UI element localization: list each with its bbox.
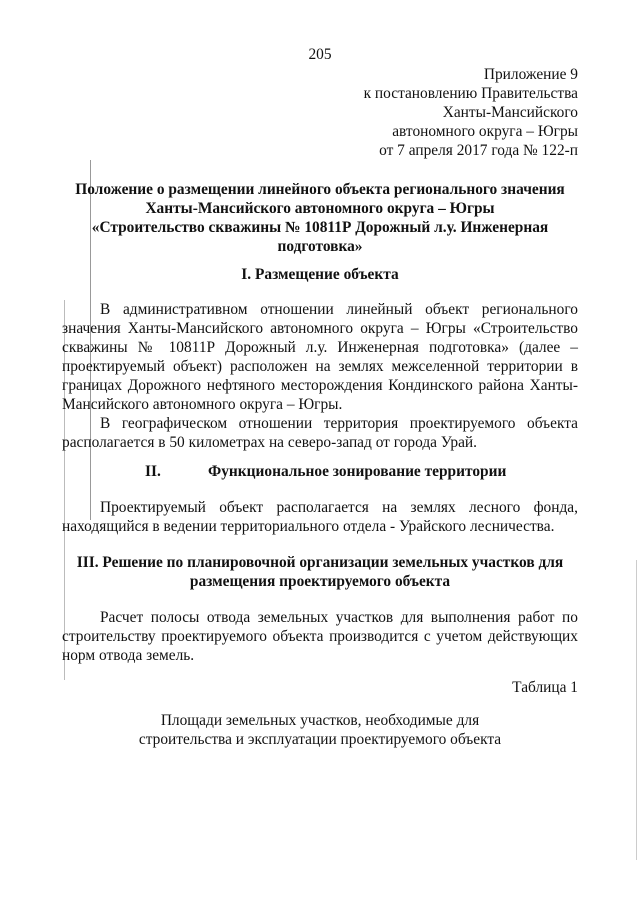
paragraph-line: норм отвода земель.	[62, 647, 195, 664]
document-title: Положение о размещении линейного объекта регионального значения	[75, 181, 565, 198]
table-label: Таблица 1	[512, 679, 578, 696]
document-title: Ханты-Мансийского автономного округа – Югры	[145, 200, 495, 217]
paragraph-line: Расчет полосы отвода земельных участков для выполнения работ по	[100, 609, 578, 626]
section-heading: III. Решение по планировочной организации земельных участков для	[76, 554, 564, 571]
scan-artifact-line	[636, 560, 637, 860]
table-caption: Площади земельных участков, необходимые для	[160, 712, 480, 729]
paragraph-line: значения Ханты-Мансийского автономного округа – Югры «Строительство	[62, 320, 578, 337]
document-title: «Строительство скважины № 10811Р Дорожный л.у. Инженерная	[91, 219, 549, 236]
paragraph-line: располагается в 50 километрах на северо-запад от города Урай.	[62, 434, 477, 451]
page-number: 205	[308, 46, 332, 63]
document-title: подготовка»	[277, 238, 363, 255]
section-number: II.	[145, 463, 161, 480]
paragraph-line: В географическом отношении территория проектируемого объекта	[100, 415, 578, 432]
appendix-line: к постановлению Правительства	[363, 85, 578, 102]
paragraph-line: проектируемый объект) расположен на землях межселенной территории в	[62, 358, 578, 375]
section-heading: размещения проектируемого объекта	[189, 573, 451, 590]
paragraph-line: В административном отношении линейный объект регионального	[100, 301, 578, 318]
paragraph-line: скважины № 10811Р Дорожный л.у. Инженерная подготовка» (далее –	[62, 339, 578, 356]
scan-artifact-line	[64, 300, 65, 680]
paragraph-line: границах Дорожного нефтяного месторождения Кондинского района Ханты-	[62, 377, 578, 394]
appendix-line: от 7 апреля 2017 года № 122-п	[379, 142, 578, 159]
section-heading: Функциональное зонирование территории	[208, 463, 507, 480]
paragraph-line: Проектируемый объект располагается на землях лесного фонда,	[100, 499, 578, 516]
appendix-line: Ханты-Мансийского	[442, 104, 578, 121]
section-heading: I. Размещение объекта	[241, 266, 399, 283]
appendix-line: Приложение 9	[483, 66, 578, 83]
paragraph-line: строительству проектируемого объекта производится с учетом действующих	[62, 628, 578, 645]
table-caption: строительства и эксплуатации проектируемого объекта	[138, 731, 502, 748]
paragraph-line: Мансийского автономного округа – Югры.	[62, 396, 343, 413]
appendix-line: автономного округа – Югры	[392, 123, 578, 140]
paragraph-line: находящийся в ведении территориального отдела - Урайского лесничества.	[62, 518, 555, 535]
